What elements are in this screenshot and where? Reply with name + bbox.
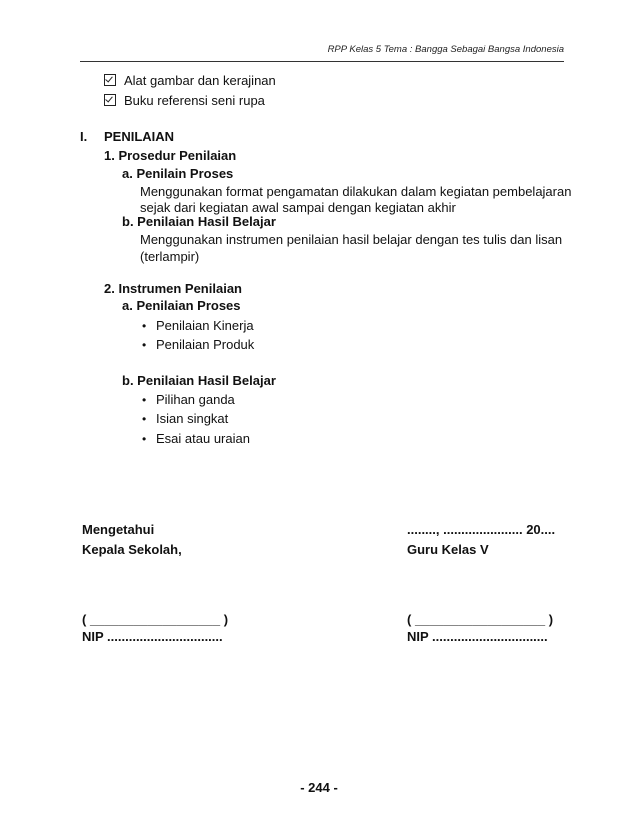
signature-right-name: ( __________________ )	[407, 612, 554, 627]
section-number: I.	[80, 129, 88, 144]
paragraph-line: (terlampir)	[140, 249, 200, 264]
tool-item	[104, 92, 265, 109]
item-title: a. Penilain Proses	[122, 166, 234, 181]
page-number: - 244 -	[300, 780, 338, 795]
paragraph-line: Menggunakan format pengamatan dilakukan dalam kegiatan pembelajaran	[140, 184, 572, 199]
signature-right-line1: ........, ...................... 20....	[407, 522, 556, 537]
signature-left-line2: Kepala Sekolah,	[82, 542, 182, 557]
signature-right-nip: NIP ................................	[407, 629, 548, 644]
tool-label: Buku referensi seni rupa	[124, 93, 265, 108]
signature-left-name: ( __________________ )	[82, 612, 229, 627]
list-item: • Isian singkat	[142, 411, 229, 426]
subsection-title: 2. Instrumen Penilaian	[104, 281, 242, 296]
item-title: b. Penilaian Hasil Belajar	[122, 373, 276, 388]
signature-left-line1: Mengetahui	[82, 522, 155, 537]
list-item: • Penilaian Produk	[142, 337, 255, 352]
bullet-icon: •	[142, 393, 147, 407]
header-divider	[80, 61, 564, 62]
section-title: PENILAIAN	[104, 129, 175, 144]
checkbox-checked-icon	[104, 74, 116, 86]
list-item: • Esai atau uraian	[142, 431, 250, 446]
bullet-icon: •	[142, 338, 147, 352]
paragraph-line: sejak dari kegiatan awal sampai dengan kegiatan akhir	[140, 200, 456, 215]
bullet-icon: •	[142, 432, 147, 446]
item-title: a. Penilaian Proses	[122, 298, 241, 313]
tool-label: Alat gambar dan kerajinan	[124, 73, 276, 88]
bullet-icon: •	[142, 319, 147, 333]
tool-item	[104, 72, 276, 89]
paragraph-line: Menggunakan instrumen penilaian hasil belajar dengan tes tulis dan lisan	[140, 232, 563, 247]
signature-right-line2: Guru Kelas V	[407, 542, 489, 557]
item-title: b. Penilaian Hasil Belajar	[122, 214, 276, 229]
signature-left-nip: NIP ................................	[82, 629, 223, 644]
checkbox-checked-icon	[104, 94, 116, 106]
subsection-title: 1. Prosedur Penilaian	[104, 148, 237, 163]
list-item: • Penilaian Kinerja	[142, 318, 254, 333]
bullet-icon: •	[142, 412, 147, 426]
running-header: RPP Kelas 5 Tema : Bangga Sebagai Bangsa Indonesia	[327, 44, 564, 55]
list-item: • Pilihan ganda	[142, 392, 235, 407]
